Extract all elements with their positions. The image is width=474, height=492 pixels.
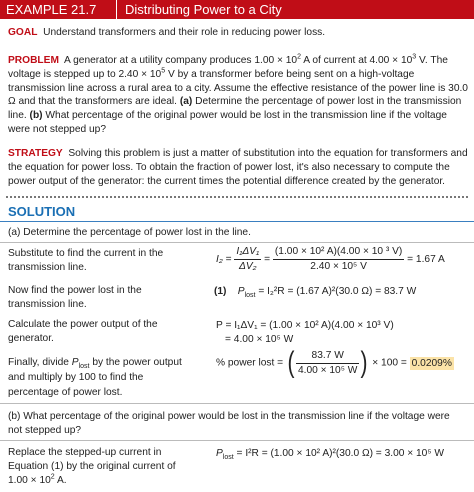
problem-text: A of current at 4.00 × 10 bbox=[301, 55, 413, 66]
goal-label: GOAL bbox=[8, 27, 38, 38]
problem-label: PROBLEM bbox=[8, 55, 59, 66]
eq-times: × 100 = bbox=[372, 357, 407, 369]
step5-text: Replace the stepped-up current in Equation (1) by the original current of 1.00 × 10 bbox=[8, 447, 176, 486]
eq-subscript: lost bbox=[244, 292, 256, 300]
highlighted-result: 0.0209% bbox=[411, 357, 452, 369]
part-a-label: (a) bbox=[179, 96, 193, 108]
goal-text: Understand transformers and their role in reducing power loss. bbox=[43, 27, 326, 38]
exponent: 2 bbox=[297, 53, 301, 61]
unstepped-loss-equation bbox=[216, 447, 444, 461]
eq-rest: = I²R = (1.00 × 10² A)²(30.0 Ω) = 3.00 × 10⁵ W bbox=[233, 448, 445, 459]
step5-description bbox=[8, 446, 198, 487]
eq-subscript: lost bbox=[78, 363, 90, 371]
solution-rule bbox=[0, 221, 474, 222]
step4-text: Finally, divide bbox=[8, 357, 72, 368]
section-rule bbox=[0, 242, 474, 243]
percent-fraction bbox=[296, 349, 359, 378]
problem-section bbox=[8, 54, 468, 137]
header-divider bbox=[116, 0, 117, 19]
dotted-divider bbox=[6, 196, 468, 198]
frac-num: I₁ΔV₁ bbox=[236, 246, 260, 257]
left-paren: ( bbox=[287, 346, 295, 379]
value-fraction bbox=[273, 245, 404, 274]
problem-text: A generator at a utility company produces 1.00 × 10 bbox=[64, 55, 298, 66]
problem-text: V. The voltage is stepped up to 2.40 × 10 bbox=[8, 55, 448, 80]
current-equation bbox=[216, 245, 445, 274]
part-a-question: Determine the percentage of power lost in the transmission line. bbox=[8, 96, 462, 122]
frac-num: 83.7 W bbox=[296, 349, 359, 364]
exponent: 3 bbox=[412, 53, 417, 61]
strategy-label: STRATEGY bbox=[8, 148, 63, 159]
power-output-result: = 4.00 × 10⁵ W bbox=[225, 334, 294, 345]
step5-text: A. bbox=[54, 474, 67, 486]
part-b-label: (b) bbox=[29, 110, 43, 122]
eq-lhs: % power lost = bbox=[216, 357, 284, 369]
eq-sign: = bbox=[225, 253, 232, 265]
eq-symbol: P bbox=[216, 448, 223, 459]
part-b-question: What percentage of the original power would be lost in the transmission line if the voltage were not stepped up? bbox=[8, 110, 447, 135]
eq-rest: = I₂²R = (1.67 A)²(30.0 Ω) = 83.7 W bbox=[255, 286, 417, 297]
eq-sign: = bbox=[264, 253, 271, 265]
example-header bbox=[0, 0, 474, 19]
example-number: EXAMPLE 21.7 bbox=[6, 2, 97, 17]
exponent: 2 bbox=[50, 473, 55, 481]
frac-den: ΔV₂ bbox=[239, 260, 257, 272]
frac-den: 2.40 × 10⁵ V bbox=[310, 260, 367, 272]
frac-den: 4.00 × 10⁵ W bbox=[297, 364, 358, 376]
strategy-text: Solving this problem is just a matter of substitution into the equation for transformers and the equation for power loss. To obtain the fraction of power lost, it's also necessary to compute the power output of the generator: the current times the potential difference created by the generator. bbox=[8, 148, 468, 187]
frac-num: (1.00 × 10² A)(4.00 × 10 ³ V) bbox=[273, 245, 404, 260]
step2-description: Now find the power lost in the transmission line. bbox=[8, 285, 142, 310]
eq-subscript: lost bbox=[222, 454, 234, 462]
ratio-fraction bbox=[234, 245, 261, 274]
eq-symbol: P bbox=[237, 286, 245, 297]
right-paren: ) bbox=[360, 346, 368, 379]
step3-description: Calculate the power output of the generator. bbox=[8, 319, 158, 344]
power-lost-equation bbox=[214, 285, 416, 299]
example-title: Distributing Power to a City bbox=[125, 2, 282, 17]
equation-number: (1) bbox=[214, 286, 227, 297]
eq-symbol: P bbox=[71, 357, 79, 368]
section-rule bbox=[0, 403, 474, 404]
problem-text: V by a transformer before being sent on a high-voltage transmission line across a rural area to a city. Assume the effective resistance of the power line is 30.0 Ω and that the transformers are ideal. bbox=[8, 68, 468, 108]
part-b-prompt: (b) What percentage of the original power would be lost in the transmission line if the voltage were not stepped up? bbox=[8, 411, 450, 436]
goal-section bbox=[8, 26, 468, 40]
step1-description: Substitute to find the current in the transmission line. bbox=[8, 248, 164, 273]
part-a-prompt: (a) Determine the percentage of power lost in the line. bbox=[8, 227, 251, 238]
percent-equation bbox=[216, 348, 454, 378]
eq-lhs: I₂ bbox=[216, 253, 223, 265]
step4-description bbox=[8, 355, 192, 400]
section-rule bbox=[0, 440, 474, 441]
step4-text: by the power output and multiply by 100 to find the percentage of power lost. bbox=[8, 357, 182, 398]
solution-heading: SOLUTION bbox=[8, 204, 76, 219]
eq-result: = 1.67 A bbox=[407, 253, 445, 265]
strategy-section bbox=[8, 147, 468, 188]
power-output-equation: P = I₁ΔV₁ = (1.00 × 10² A)(4.00 × 10³ V) bbox=[216, 320, 394, 331]
exponent: 5 bbox=[161, 67, 166, 75]
